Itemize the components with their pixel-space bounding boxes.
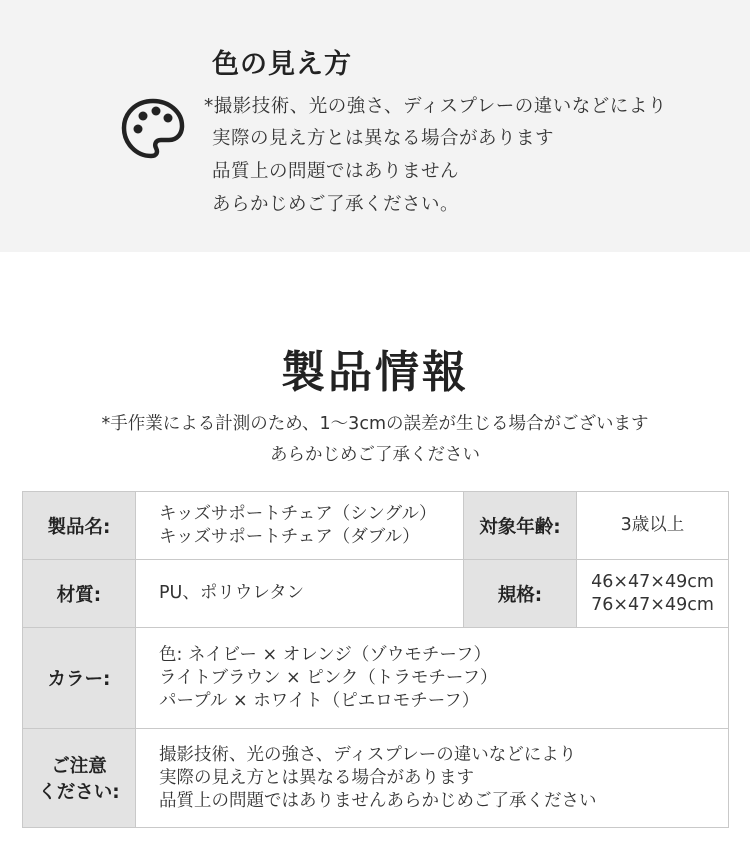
caution-line: 撮影技術、光の強さ、ディスプレーの違いなどにより [159,744,577,765]
color-line: 色: ネイビー × オレンジ（ゾウモチーフ） [159,644,491,665]
color-note-section [0,0,750,252]
palette-icon [120,96,186,162]
color-note-line: 品質上の問題ではありません [212,161,460,182]
size-line: 46×47×49cm [591,571,714,592]
spec-table [22,491,729,828]
color-line: ライトブラウン × ピンク（トラモチーフ） [159,667,498,688]
color-note-line: *撮影技術、光の強さ、ディスプレーの違いなどにより [204,96,667,117]
product-name-value [136,492,464,560]
size-line: 76×47×49cm [591,594,714,615]
size-value [577,560,729,628]
caution-value [136,729,729,828]
color-note-title: 色の見え方 [212,49,352,80]
size-label: 規格: [464,560,577,628]
color-value [136,628,729,729]
color-note-line: 実際の見え方とは異なる場合があります [212,128,555,149]
color-label: カラー: [23,628,136,729]
product-info-note: *手作業による計測のため、1〜3cmの誤差が生じる場合がございます [101,414,649,434]
product-name-line: キッズサポートチェア（シングル） [159,503,437,524]
product-info-title: 製品情報 [281,347,469,398]
product-info-note: あらかじめご了承ください [270,445,480,465]
color-note-line: あらかじめご了承ください。 [212,194,460,215]
caution-label-line: ご注意 [51,756,107,777]
table-row [23,492,729,560]
caution-line: 実際の見え方とは異なる場合があります [159,767,474,788]
caution-label [23,729,136,828]
product-name-line: キッズサポートチェア（ダブル） [159,526,420,547]
target-age-label: 対象年齢: [464,492,577,560]
table-row [23,628,729,729]
color-line: パープル × ホワイト（ピエロモチーフ） [159,690,480,711]
table-row [23,560,729,628]
product-name-label: 製品名: [23,492,136,560]
caution-label-line: ください: [38,782,120,803]
material-value: PU、ポリウレタン [136,560,464,628]
caution-line: 品質上の問題ではありませんあらかじめご了承ください [159,790,597,811]
target-age-value: 3歳以上 [577,492,729,560]
material-label: 材質: [23,560,136,628]
table-row [23,729,729,828]
